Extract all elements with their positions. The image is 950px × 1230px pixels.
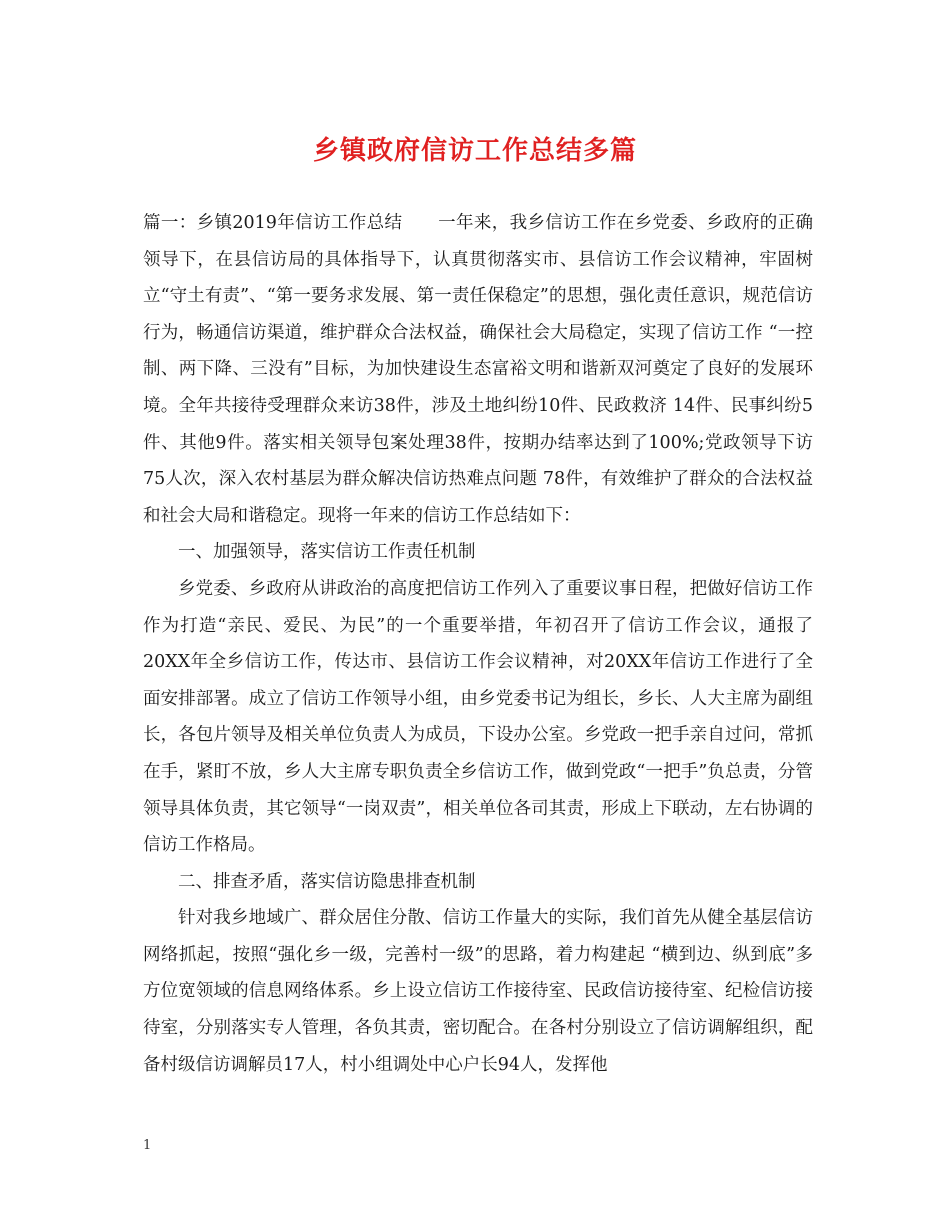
section-heading-2: 二、排查矛盾，落实信访隐患排查机制 xyxy=(178,871,476,892)
document-body xyxy=(143,205,813,1083)
document-title: 乡镇政府信访工作总结多篇 xyxy=(312,136,637,166)
paragraph-intro: 篇一：乡镇2019年信访工作总结 一年来，我乡信访工作在乡党委、乡政府的正确领导下，在县信访局的具体指导下，认真贯彻落实市、县信访工作会议精神，牢固树立“守土有责”、“第一要务求发展、第一责任保稳定”的思想，强化责任意识，规范信访行为，畅通信访渠道，维护群众合法权益，确保社会大局稳定，实现了信访工作 “一控制、两下降、三没有”目标，为加快建设生态富裕文明和谐新双河奠定了良好的发展环境。全年共接待受理群众来访38件，涉及土地纠纷10件、民政救济 14件、民事纠纷5件、其他9件。落实相关领导包案处理38件，按期办结率达到了100%;党政领导下访75人次，深入农村基层为群众解决信访热难点问题 78件，有效维护了群众的合法权益和社会大局和谐稳定。现将一年来的信访工作总结如下： xyxy=(143,213,813,526)
page-number: 1 xyxy=(143,1138,152,1153)
paragraph-section-2: 针对我乡地域广、群众居住分散、信访工作量大的实际，我们首先从健全基层信访网络抓起，按照“强化乡一级，完善村一级”的思路，着力构建起 “横到边、纵到底”多方位宽领域的信息网络体系。乡上设立信访工作接待室、民政信访接待室、纪检信访接待室，分别落实专人管理，各负其责，密切配合。在各村分别设立了信访调解组织，配备村级信访调解员17人，村小组调处中心户长94人，发挥他 xyxy=(143,908,813,1075)
section-heading-1: 一、加强领导，落实信访工作责任机制 xyxy=(178,542,476,563)
paragraph-section-1: 乡党委、乡政府从讲政治的高度把信访工作列入了重要议事日程，把做好信访工作作为打造“亲民、爱民、为民”的一个重要举措，年初召开了信访工作会议，通报了20XX年全乡信访工作，传达市、县信访工作会议精神，对20XX年信访工作进行了全面安排部署。成立了信访工作领导小组，由乡党委书记为组长，乡长、人大主席为副组长，各包片领导及相关单位负责人为成员，下设办公室。乡党政一把手亲自过问，常抓在手，紧盯不放，乡人大主席专职负责全乡信访工作，做到党政“一把手”负总责，分管领导具体负责，其它领导“一岗双责”，相关单位各司其责，形成上下联动，左右协调的信访工作格局。 xyxy=(143,578,813,856)
